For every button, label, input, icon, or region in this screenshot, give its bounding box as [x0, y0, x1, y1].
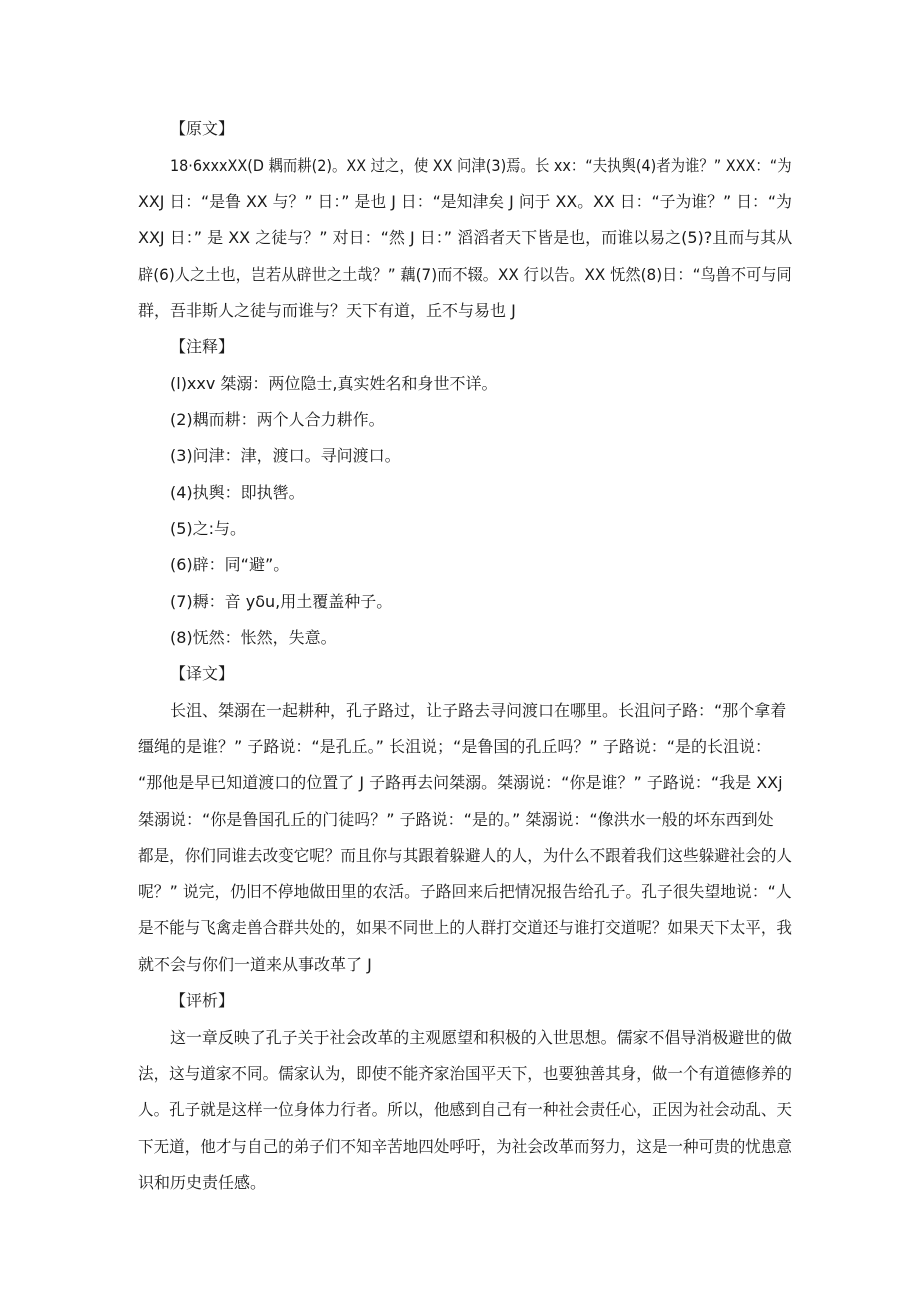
translation-heading: 【译文】 [170, 664, 235, 683]
analysis-line: 识和历史责任感。 [138, 1173, 267, 1192]
translation-line: 都是，你们同谁去改变它呢？而且你与其跟着躲避人的人，为什么不跟着我们这些躲避社会的人 [138, 846, 793, 865]
original-line: 群，吾非斯人之徒与而谁与？天下有道，丘不与易也 J [138, 301, 516, 320]
analysis-line: 下无道，他才与自己的弟子们不知辛苦地四处呼吁，为社会改革而努力，这是一种可贵的忧患意 [138, 1137, 793, 1156]
original-line: XXJ 日：” 是 XX 之徒与？” 对日：“然 J 日：” 滔滔者天下皆是也，而谁以易之(5)?且而与其从 [138, 228, 793, 247]
translation-line: 呢？” 说完，仍旧不停地做田里的农活。子路回来后把情况报告给孔子。孔子很失望地说：“人 [138, 882, 792, 901]
note-item: (4)执舆：即执辔。 [170, 483, 305, 502]
note-item: (7)耨：音 yδu,用土覆盖种子。 [170, 592, 393, 611]
original-heading: 【原文】 [170, 119, 235, 138]
note-item: (3)问津：津，渡口。寻问渡口。 [170, 446, 401, 465]
analysis-line: 人。孔子就是这样一位身体力行者。所以，他感到自己有一种社会责任心，正因为社会动乱、天 [138, 1100, 793, 1119]
note-item: (5)之:与。 [170, 519, 247, 538]
original-line: 18·6xxxXX(D 耦而耕(2)。XX 过之，使 XX 问津(3)焉。长 xx：“夫执舆(4)者为谁？” XXX：“为 [170, 156, 792, 175]
notes-heading: 【注释】 [170, 337, 235, 356]
translation-line: 是不能与飞禽走兽合群共处的，如果不同世上的人群打交道还与谁打交道呢？如果天下太平，我 [138, 918, 793, 937]
original-line: 辟(6)人之土也，岂若从辟世之土哉？” 藕(7)而不辍。XX 行以告。XX 怃然(8)日：“鸟兽不可与同 [138, 265, 792, 284]
note-item: (6)辟：同“避”。 [170, 555, 290, 574]
translation-line: 长沮、桀溺在一起耕种，孔子路过，让子路去寻问渡口在哪里。长沮问子路：“那个拿着 [170, 701, 787, 720]
translation-line: 缰绳的是谁？” 子路说：“是孔丘。” 长沮说；“是鲁国的孔丘吗？” 子路说：“是的长沮说： [138, 737, 771, 756]
note-item: (8)怃然：怅然，失意。 [170, 628, 337, 647]
original-line: XXJ 日：“是鲁 XX 与？” 日：” 是也 J 日：“是知津矣 J 问于 XX。XX 日：“子为谁？” 日：“为 [138, 192, 792, 211]
note-item: (2)耦而耕：两个人合力耕作。 [170, 410, 385, 429]
translation-line: “那他是早已知道渡口的位置了 J 子路再去问桀溺。桀溺说：“你是谁？” 子路说：“我是 XXj [138, 773, 783, 792]
translation-line: 就不会与你们一道来从事改革了 J [138, 955, 372, 974]
analysis-heading: 【评析】 [170, 991, 235, 1010]
analysis-line: 这一章反映了孔子关于社会改革的主观愿望和积极的入世思想。儒家不倡导消极避世的做 [170, 1028, 793, 1047]
analysis-line: 法，这与道家不同。儒家认为，即使不能齐家治国平天下，也要独善其身，做一个有道德修养的 [138, 1064, 793, 1083]
translation-line: 桀溺说：“你是鲁国孔丘的门徒吗？” 子路说：“是的。” 桀溺说：“像洪水一般的坏东西到处 [138, 810, 774, 829]
note-item: (l)xxv 桀溺：两位隐士,真实姓名和身世不详。 [170, 374, 498, 393]
